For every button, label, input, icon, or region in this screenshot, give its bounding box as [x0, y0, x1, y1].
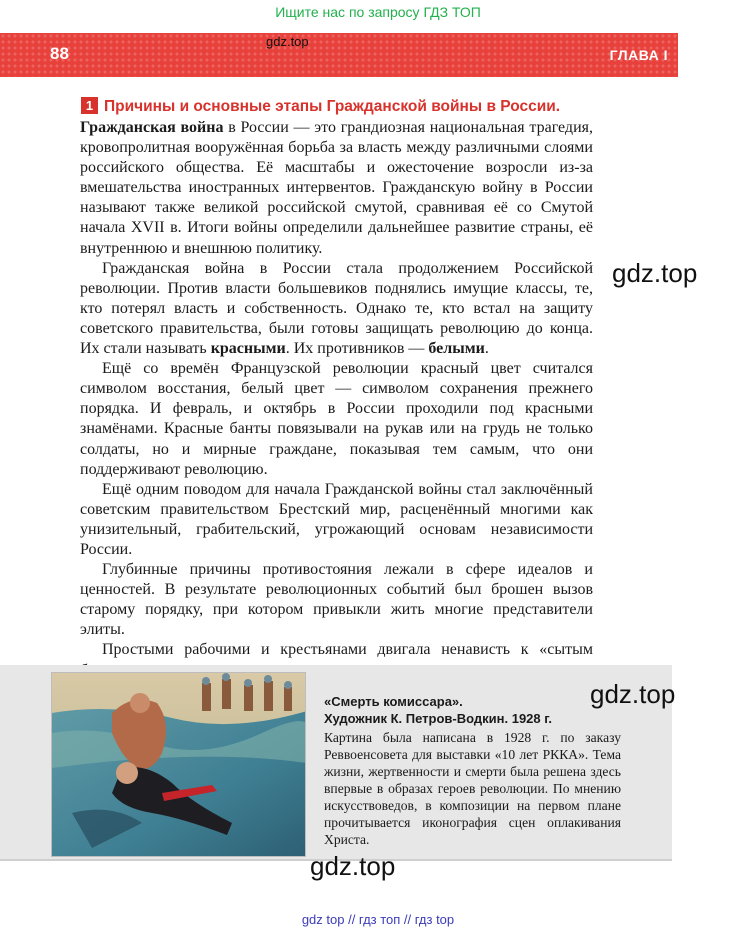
painting-author: Художник К. Петров-Водкин. 1928 г. [324, 711, 552, 726]
watermark-right: gdz.top [612, 258, 698, 288]
search-hint-banner[interactable]: Ищите нас по запросу ГДЗ ТОП [275, 4, 481, 20]
watermark-bottom: gdz.top [310, 851, 396, 881]
page-header-band [0, 33, 678, 77]
header-watermark: gdz.top [266, 34, 309, 49]
paragraph-3: Ещё со времён Французской революции красный цвет считался символом восстания, белый цвет — символом сохранения прежнего порядка. И февраль, и октябрь в России проходили под красными знамёнами. Красные банты повязывали на рукав или на грудь не только солдаты, но и мирные граждане, показывая тем самым, что они поддерживают революцию. [80, 360, 593, 478]
paragraph-2-end: . [484, 340, 489, 358]
footer-links[interactable]: gdz top // гдз топ // гдз top [301, 912, 455, 927]
painting-title: «Смерть комиссара». [324, 694, 463, 709]
section-title [81, 97, 601, 116]
paragraph-1-text: в России — это грандиозная национальная трагедия, кровопролитная вооружённая борьба за власть между различными слоями российского общества. Её масштабы и ожесточение возросли из-за вмешательства иностранных интервентов. Гражданскую войну в России называют также великой российской смутой, сравнивая её со Смутой начала XVII в. Итоги войны определили дальнейшее развитие страны, её внутреннюю и внешнюю политику. [80, 119, 593, 257]
section-title-text: Причины и основные этапы Гражданской войны в России. [104, 98, 561, 115]
paragraph-4: Ещё одним поводом для начала Гражданской войны стал заключённый советским правительством Брестский мир, расценённый многими как унизительный, грабительский, угрожающий основам независимости России. [80, 480, 593, 558]
term-reds: красными [210, 340, 286, 358]
watermark-figure: gdz.top [590, 679, 676, 709]
painting-image [52, 673, 306, 857]
painting-death-of-commissar [51, 672, 306, 857]
figure-caption-title [324, 693, 624, 727]
paragraph-6: Простыми рабочими и крестьянами двигала ненависть к «сытым [102, 641, 593, 659]
term-civil-war: Гражданская война [80, 119, 224, 136]
main-text [80, 118, 593, 681]
paragraph-1 [80, 118, 593, 259]
section-number-badge: 1 [81, 97, 98, 114]
paragraph-5: Глубинные причины противостояния лежали в сфере идеалов и ценностей. В результате революционных событий был брошен вызов старому порядку, при котором привыкли жить многие представители элиты. [80, 561, 593, 639]
term-whites: белыми [428, 340, 485, 358]
chapter-label: ГЛАВА I [609, 47, 668, 63]
figure-caption-text: Картина была написана в 1928 г. по заказу Реввоенсовета для выставки «10 лет РККА». Тема жизни, жертвенности и смерти была решена здесь впервые в образах героев революции. По мнению искусствоведов, в композиции на первом плане прочитывается иконография сцен оплакивания Христа. [324, 730, 621, 847]
paragraph-2-mid: . Их противников — [285, 340, 429, 358]
paragraph-2 [80, 259, 593, 359]
paragraph-2-start: Гражданская война в России стала продолжением Российской революции. Против власти большевиков поднялись имущие классы, те, кто потерял власть и собственность. Однако те, кто встал на защиту советского правительства, были готовы защищать революцию до конца. Их стали называть [80, 259, 593, 358]
page-number: 88 [50, 44, 69, 63]
